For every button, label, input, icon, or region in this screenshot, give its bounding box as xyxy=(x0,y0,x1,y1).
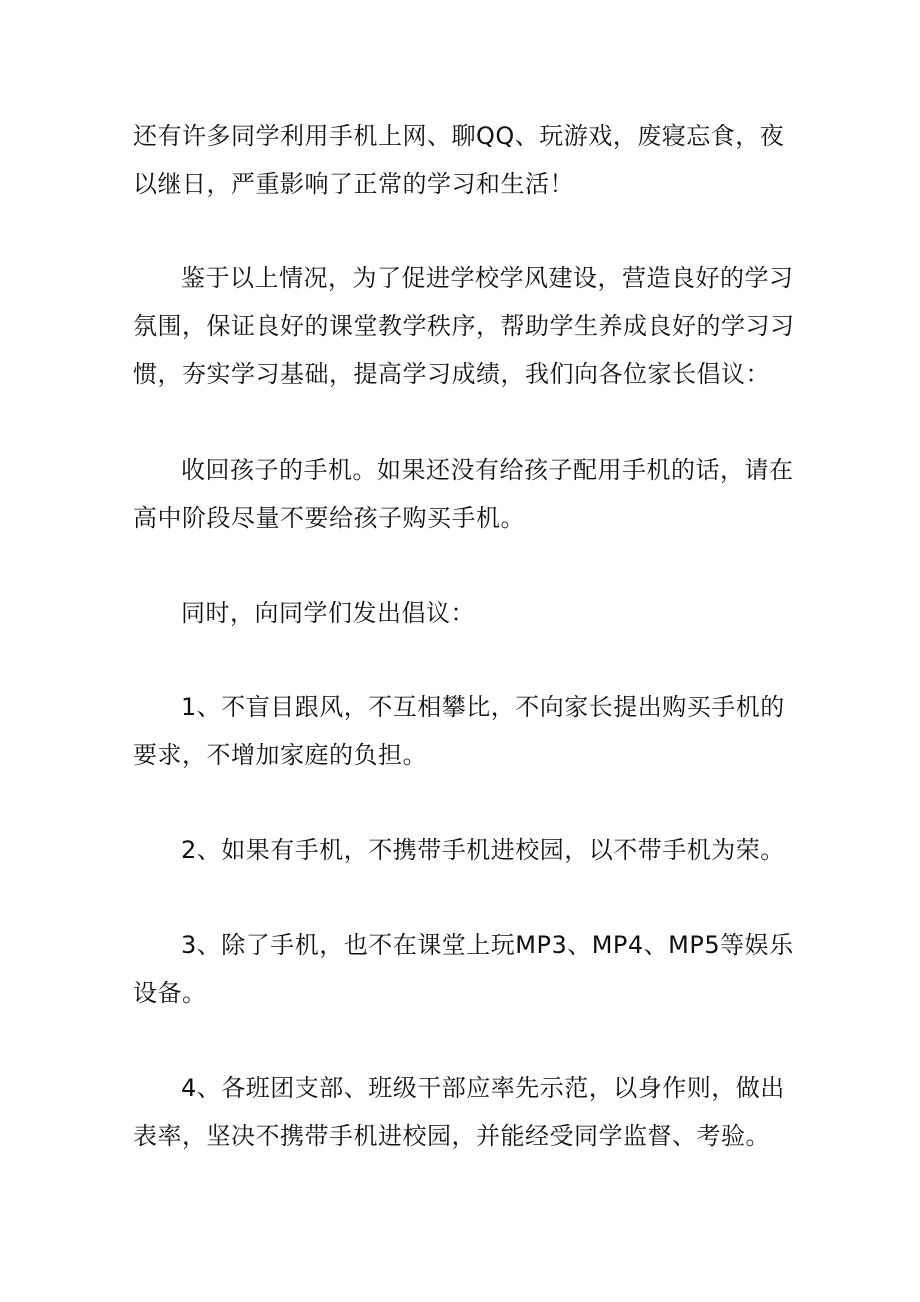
paragraph-student-intro: 同时，向同学们发出倡议： xyxy=(181,599,475,627)
paragraph-parent-proposal: 收回孩子的手机。如果还没有给孩子配用手机的话，请在高中阶段尽量不要给孩子购买手机。 xyxy=(133,456,794,532)
paragraph-item-3: 3、除了手机，也不在课堂上玩MP3、MP4、MP5等娱乐设备。 xyxy=(133,931,794,1007)
paragraph-reason: 鉴于以上情况，为了促进学校学风建设，营造良好的学习氛围，保证良好的课堂教学秩序，帮助学生养成良好的学习习惯，夯实学习基础，提高学习成绩，我们向各位家长倡议： xyxy=(133,264,795,388)
paragraph-continuation: 还有许多同学利用手机上网、聊QQ、玩游戏，废寝忘食，夜以继日，严重影响了正常的学习和生活！ xyxy=(133,122,785,198)
paragraph-item-4: 4、各班团支部、班级干部应率先示范，以身作则，做出表率，坚决不携带手机进校园，并能经受同学监督、考验。 xyxy=(133,1074,785,1150)
paragraph-item-2: 2、如果有手机，不携带手机进校园，以不带手机为荣。 xyxy=(181,836,785,864)
paragraph-item-1: 1、不盲目跟风，不互相攀比，不向家长提出购买手机的要求，不增加家庭的负担。 xyxy=(133,693,785,769)
